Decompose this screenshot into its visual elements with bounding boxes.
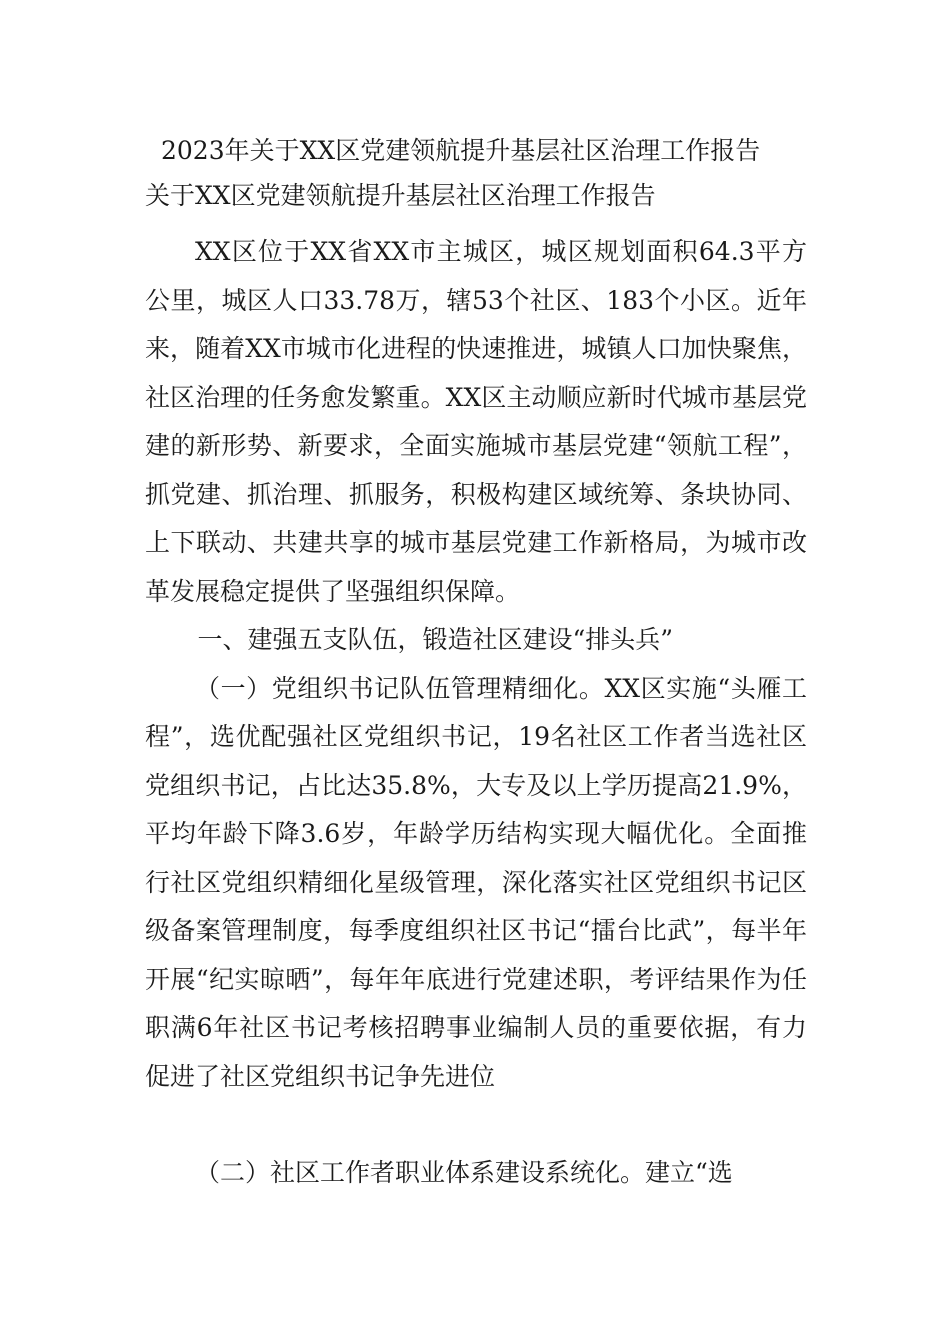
section-heading-1: 一、建强五支队伍，锻造社区建设“排头兵” xyxy=(197,625,674,654)
section1-paragraph-2: （二）社区工作者职业体系建设系统化。建立“选 xyxy=(195,1158,733,1187)
paragraph-gap xyxy=(145,1101,807,1149)
section1-paragraph-1: （一）党组织书记队伍管理精细化。XX区实施“头雁工程”，选优配强社区党组织书记，19名社区工作者当选社区党组织书记，占比达35.8%，大专及以上学历提高21.9%，平均年龄下降3.6岁，年龄学历结构实现大幅优化。全面推行社区党组织精细化星级管理，深化落实社区党组织书记区级备案管理制度，每季度组织社区书记“擂台比武”，每半年开展“纪实晾晒”，每年年底进行党建述职，考评结果作为任职满6年社区书记考核招聘事业编制人员的重要依据，有力促进了社区党组织书记争先进位 xyxy=(145,673,807,1091)
intro-paragraph: XX区位于XX省XX市主城区，城区规划面积64.3平方公里，城区人口33.78万，辖53个社区、183个小区。近年来，随着XX市城市化进程的快速推进，城镇人口加快聚焦，社区治理的任务愈发繁重。XX区主动顺应新时代城市基层党建的新形势、新要求，全面实施城市基层党建“领航工程”，抓党建、抓治理、抓服务，积极构建区域统筹、条块协同、上下联动、共建共享的城市基层党建工作新格局，为城市改革发展稳定提供了坚强组织保障。 xyxy=(145,237,807,606)
document-title: 2023年关于XX区党建领航提升基层社区治理工作报告 xyxy=(161,136,761,165)
document-page xyxy=(145,128,807,1198)
document-subtitle: 关于XX区党建领航提升基层社区治理工作报告 xyxy=(145,181,656,210)
